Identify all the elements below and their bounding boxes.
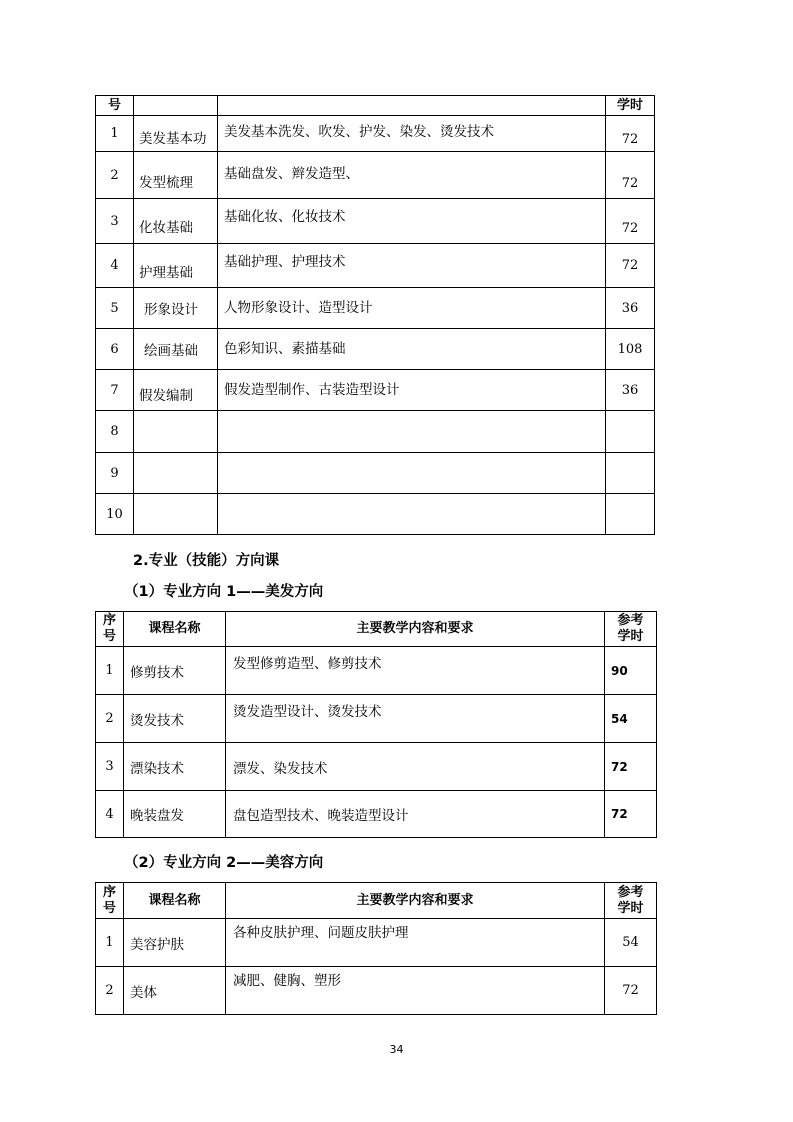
- row-hours: [606, 494, 655, 535]
- header-no-line2: 号: [102, 629, 116, 644]
- row-hours: [606, 411, 655, 453]
- row-no: 3: [96, 743, 124, 791]
- header-hours-line1: 参考: [617, 613, 644, 628]
- header-hours-line1: 参考: [617, 884, 644, 900]
- row-content: [218, 411, 606, 453]
- row-name: 化妆基础: [134, 199, 218, 244]
- row-hours: 72: [606, 199, 655, 244]
- row-content: 人物形象设计、造型设计: [218, 288, 606, 329]
- row-name: 美体: [124, 967, 226, 1015]
- row-content: [218, 453, 606, 494]
- header-hours: [605, 612, 657, 647]
- row-no: 2: [96, 967, 124, 1015]
- row-no: 10: [96, 494, 134, 535]
- row-content: 发型修剪造型、修剪技术: [226, 647, 605, 695]
- table-row: [96, 453, 655, 494]
- row-hours: 54: [605, 919, 657, 967]
- row-name: 绘画基础: [134, 329, 218, 370]
- row-name: 修剪技术: [124, 647, 226, 695]
- header-no: [96, 612, 124, 647]
- course-table-basic: [95, 95, 655, 535]
- row-content: 漂发、染发技术: [226, 743, 605, 791]
- row-name: 美容护肤: [124, 919, 226, 967]
- header-hours: 学时: [606, 96, 655, 116]
- table-row: [96, 695, 657, 743]
- section-title: 2.专业（技能）方向课: [133, 553, 280, 569]
- row-no: 3: [96, 199, 134, 244]
- table-row: [96, 919, 657, 967]
- table-row: [96, 152, 655, 199]
- table-row: [96, 244, 655, 288]
- header-content: 主要教学内容和要求: [226, 612, 605, 647]
- row-content: 盘包造型技术、晚装造型设计: [226, 791, 605, 838]
- row-no: 4: [96, 244, 134, 288]
- row-hours: 108: [606, 329, 655, 370]
- row-hours: 72: [605, 743, 657, 791]
- row-name: 烫发技术: [124, 695, 226, 743]
- row-content: 色彩知识、素描基础: [218, 329, 606, 370]
- row-name: 漂染技术: [124, 743, 226, 791]
- row-content: 假发造型制作、古装造型设计: [218, 370, 606, 411]
- row-no: 1: [96, 919, 124, 967]
- row-name: 发型梳理: [134, 152, 218, 199]
- row-no: 8: [96, 411, 134, 453]
- header-content: [218, 96, 606, 116]
- table-row: [96, 116, 655, 152]
- row-no: 7: [96, 370, 134, 411]
- row-no: 5: [96, 288, 134, 329]
- row-hours: 54: [605, 695, 657, 743]
- row-name: 护理基础: [134, 244, 218, 288]
- header-no: [96, 883, 124, 919]
- header-name: 课程名称: [124, 612, 226, 647]
- header-no-line1: 序: [102, 613, 116, 628]
- row-hours: 36: [606, 288, 655, 329]
- row-name: 晚装盘发: [124, 791, 226, 838]
- page-number: 34: [389, 1043, 404, 1056]
- row-content: 各种皮肤护理、问题皮肤护理: [226, 919, 605, 967]
- header-no: 号: [96, 96, 134, 116]
- header-no-line2: 号: [102, 900, 116, 916]
- row-no: 9: [96, 453, 134, 494]
- row-name: 假发编制: [134, 370, 218, 411]
- table-row: [96, 791, 657, 838]
- table-header-row: [96, 612, 657, 647]
- row-no: 1: [96, 647, 124, 695]
- header-no-line1: 序: [102, 884, 116, 900]
- row-name: 形象设计: [134, 288, 218, 329]
- row-content: 基础护理、护理技术: [218, 244, 606, 288]
- row-name: [134, 494, 218, 535]
- row-name: [134, 411, 218, 453]
- row-no: 4: [96, 791, 124, 838]
- row-name: 美发基本功: [134, 116, 218, 152]
- row-hours: 72: [606, 244, 655, 288]
- row-content: 减肥、健胸、塑形: [226, 967, 605, 1015]
- row-hours: 72: [606, 152, 655, 199]
- table-row: [96, 743, 657, 791]
- header-name: 课程名称: [124, 883, 226, 919]
- row-content: 烫发造型设计、烫发技术: [226, 695, 605, 743]
- row-content: 基础盘发、辫发造型、: [218, 152, 606, 199]
- table-row: [96, 411, 655, 453]
- row-content: [218, 494, 606, 535]
- table-row: [96, 967, 657, 1015]
- row-no: 2: [96, 695, 124, 743]
- table-row: [96, 329, 655, 370]
- row-content: 美发基本洗发、吹发、护发、染发、烫发技术: [218, 116, 606, 152]
- header-hours-line2: 学时: [617, 900, 644, 916]
- table-header-row: [96, 96, 655, 116]
- header-content: 主要教学内容和要求: [226, 883, 605, 919]
- header-hours-line2: 学时: [617, 629, 644, 644]
- row-hours: 90: [605, 647, 657, 695]
- row-hours: [606, 453, 655, 494]
- row-content: 基础化妆、化妆技术: [218, 199, 606, 244]
- row-hours: 72: [606, 116, 655, 152]
- row-name: [134, 453, 218, 494]
- row-hours: 72: [605, 967, 657, 1015]
- course-table-hair: [95, 611, 657, 838]
- subsection-title-hair: （1）专业方向 1——美发方向: [124, 584, 324, 600]
- table-row: [96, 199, 655, 244]
- row-no: 6: [96, 329, 134, 370]
- table-row: [96, 288, 655, 329]
- subsection-title-beauty: （2）专业方向 2——美容方向: [124, 855, 324, 871]
- table-row: [96, 494, 655, 535]
- row-no: 2: [96, 152, 134, 199]
- course-table-beauty: [95, 882, 657, 1015]
- row-hours: 72: [605, 791, 657, 838]
- table-header-row: [96, 883, 657, 919]
- header-hours: [605, 883, 657, 919]
- header-name: [134, 96, 218, 116]
- table-row: [96, 370, 655, 411]
- row-no: 1: [96, 116, 134, 152]
- table-row: [96, 647, 657, 695]
- row-hours: 36: [606, 370, 655, 411]
